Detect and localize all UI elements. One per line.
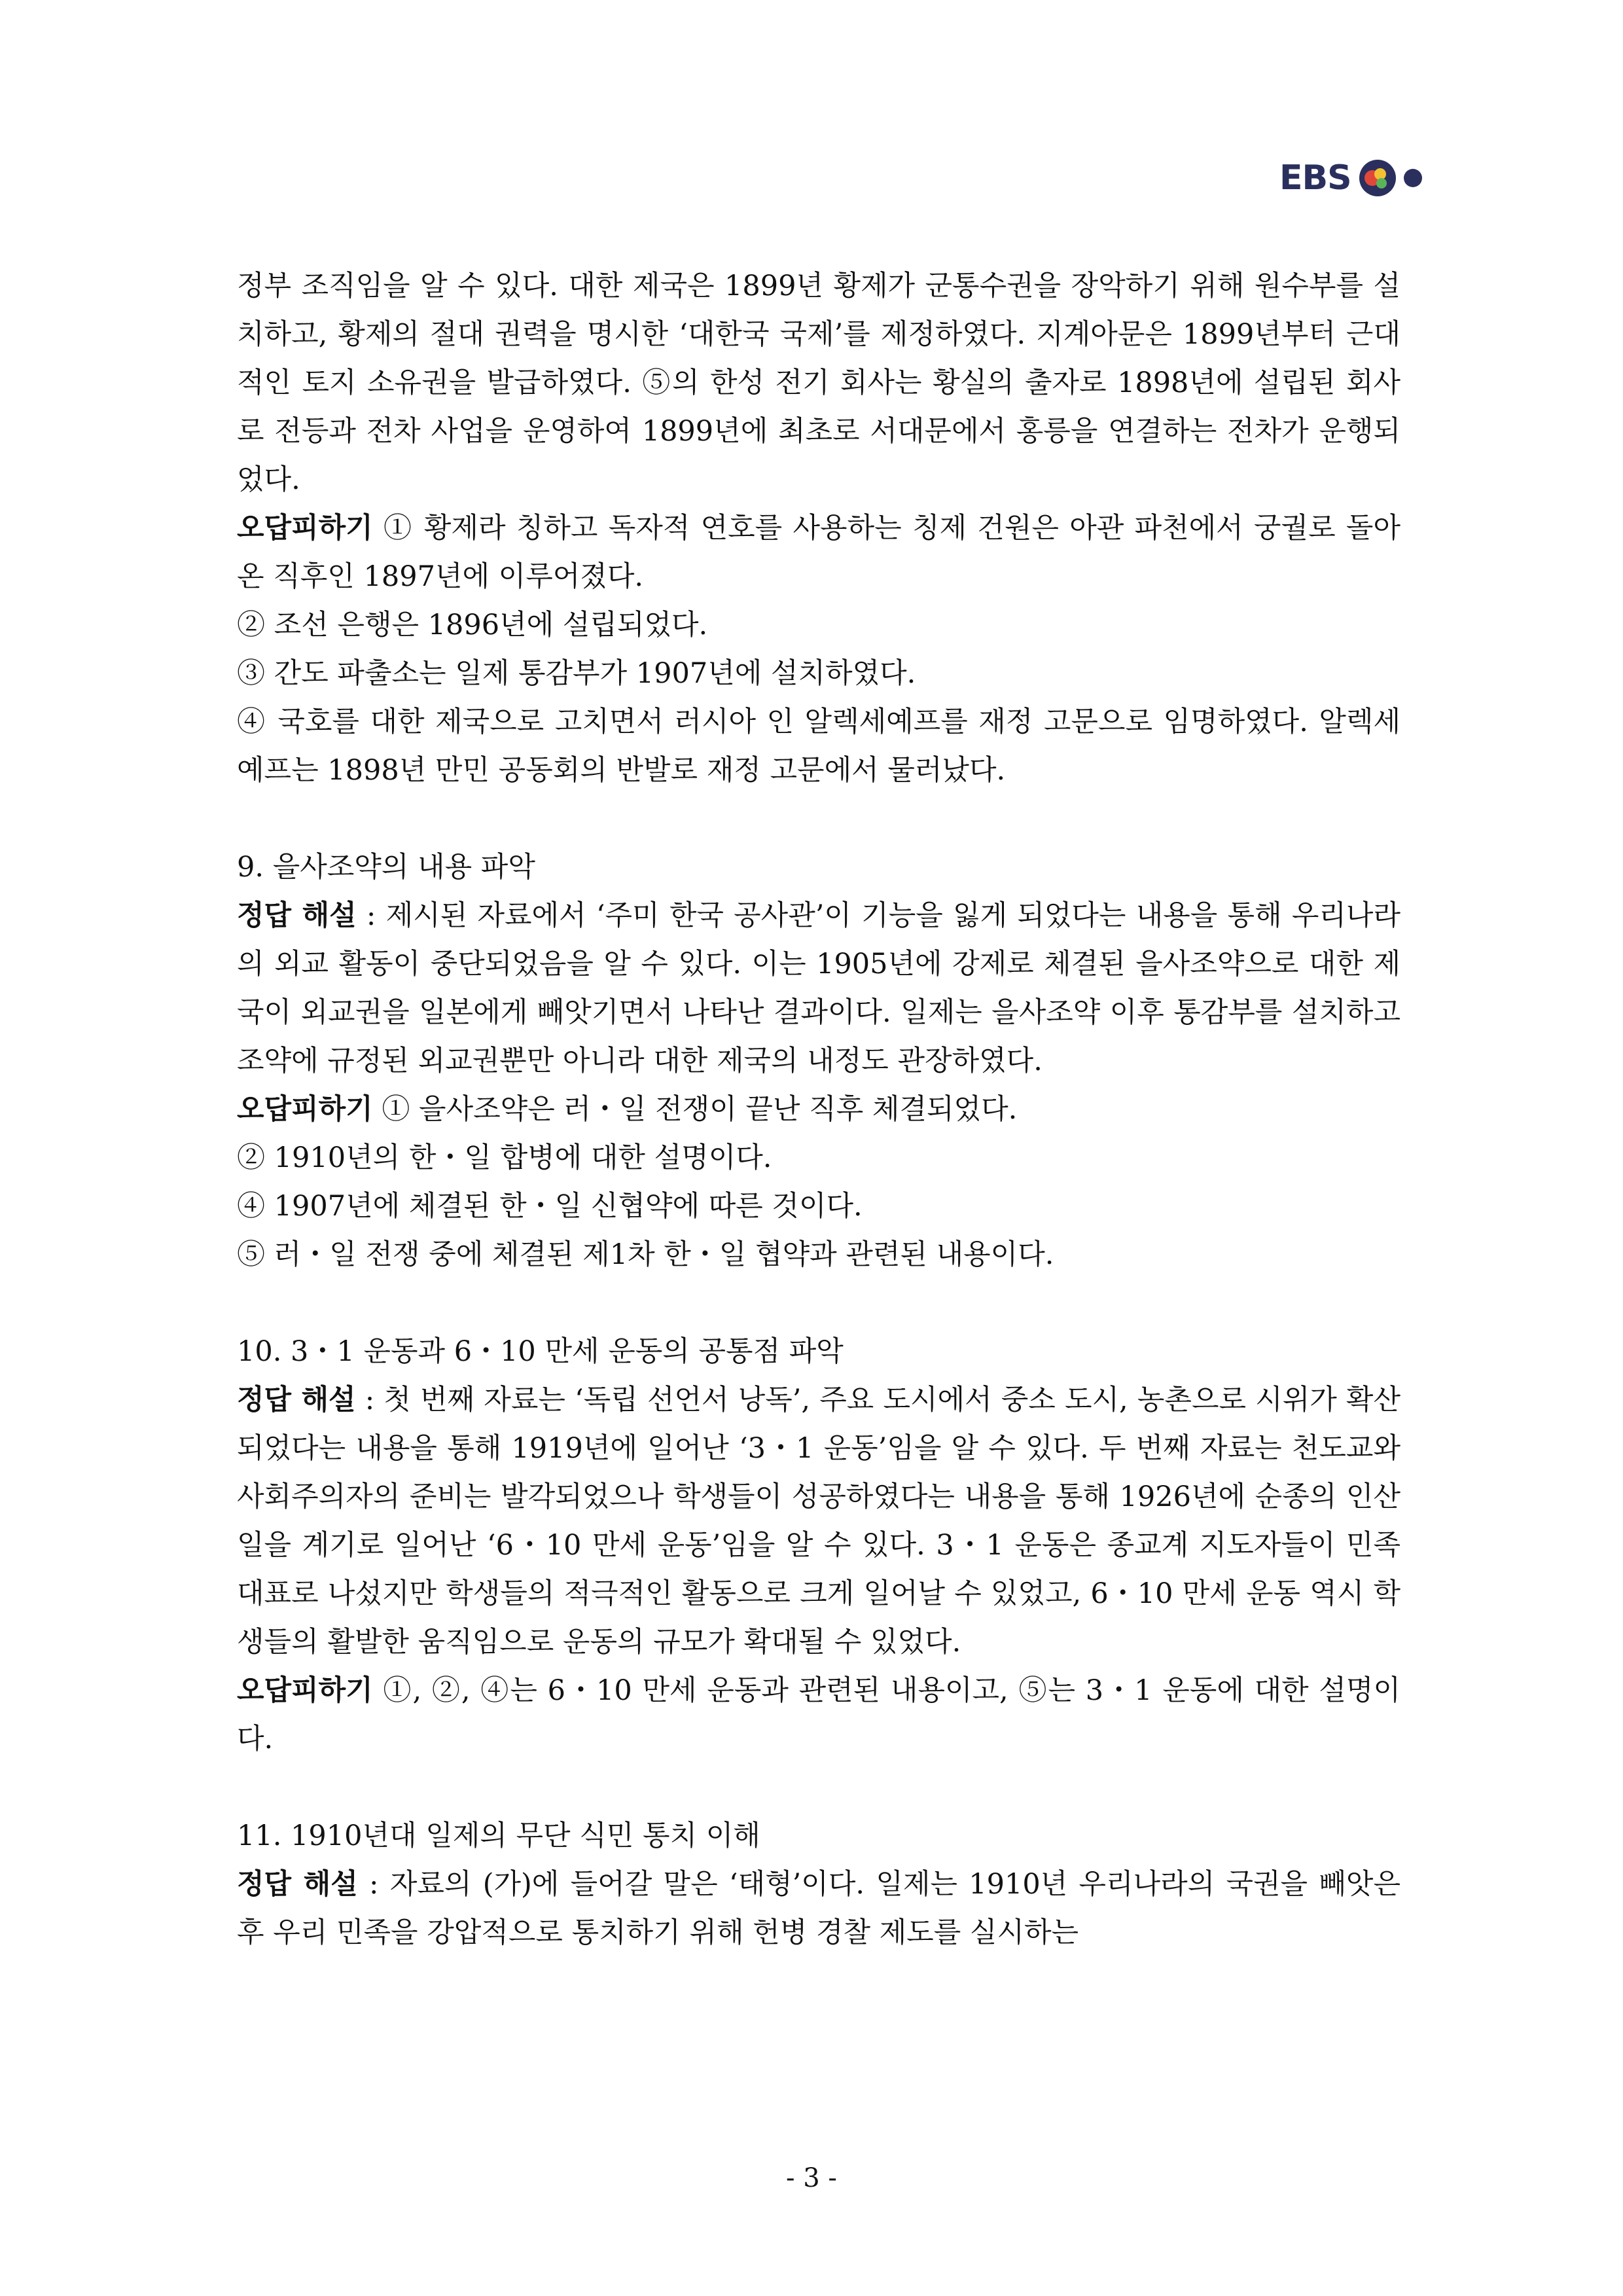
q10-answer — [237, 1376, 1400, 1666]
answer-label: 정답 해설 — [237, 1868, 358, 1901]
wrong-item: ① 을사조약은 러・일 전쟁이 끝난 직후 체결되었다. — [372, 1093, 1018, 1126]
answer-text: : 자료의 (가)에 들어갈 말은 ‘태형’이다. 일제는 1910년 우리나라의 국권을 빼앗은 후 우리 민족을 강압적으로 통치하기 위해 헌병 경찰 제도를 실시하는 — [237, 1868, 1400, 1949]
q9-answer — [237, 891, 1400, 1085]
ebs-logo-mark-icon — [1357, 157, 1440, 199]
q9-wrong-first — [237, 1085, 1400, 1134]
answer-text: : 첫 번째 자료는 ‘독립 선언서 낭독’, 주요 도시에서 중소 도시, 농촌으로 시위가 확산되었다는 내용을 통해 1919년에 일어난 ‘3・1 운동’임을 알 수 있다. 두 번째 자료는 천도교와 사회주의자의 준비는 발각되었으나 학생들이 성공하였다는 내용을 통해 1926년에 순종의 인산일을 계기로 일어난 ‘6・10 만세 운동’임을 알 수 있다. 3・1 운동은 종교계 지도자들이 민족 대표로 나섰지만 학생들의 적극적인 활동으로 크게 일어날 수 있었고, 6・10 만세 운동 역시 학생들의 활발한 움직임으로 운동의 규모가 확대될 수 있었다. — [237, 1384, 1400, 1659]
wrong-item: ② 1910년의 한・일 합병에 대한 설명이다. — [237, 1141, 772, 1174]
answer-text: : 제시된 자료에서 ‘주미 한국 공사관’이 기능을 잃게 되었다는 내용을 통해 우리나라의 외교 활동이 중단되었음을 알 수 있다. 이는 1905년에 강제로 체결된 을사조약으로 대한 제국이 외교권을 일본에게 빼앗기면서 나타난 결과이다. 일제는 을사조약 이후 통감부를 설치하고 조약에 규정된 외교권뿐만 아니라 대한 제국의 내정도 관장하였다. — [237, 899, 1400, 1077]
wrong-label: 오답피하기 — [237, 512, 373, 545]
q10-wrong — [237, 1666, 1400, 1763]
wrong-item: ③ 간도 파출소는 일제 통감부가 1907년에 설치하였다. — [237, 657, 916, 690]
wrong-item: ④ 1907년에 체결된 한・일 신협약에 따른 것이다. — [237, 1190, 863, 1223]
answer-label: 정답 해설 — [237, 899, 357, 932]
q10-title: 10. 3・1 운동과 6・10 만세 운동의 공통점 파악 — [237, 1335, 844, 1368]
wrong-label: 오답피하기 — [237, 1674, 373, 1707]
section-gap — [237, 1763, 1400, 1812]
wrong-item: ④ 국호를 대한 제국으로 고치면서 러시아 인 알렉세예프를 재정 고문으로 임명하였다. 알렉세예프는 1898년 만민 공동회의 반발로 재정 고문에서 물러났다. — [237, 706, 1400, 787]
ebs-logo — [1279, 157, 1440, 199]
q9-title: 9. 을사조약의 내용 파악 — [237, 851, 535, 884]
q11-title: 11. 1910년대 일제의 무단 식민 통치 이해 — [237, 1820, 760, 1852]
ebs-logo-text: EBS — [1279, 158, 1351, 198]
document-body — [237, 262, 1400, 1957]
wrong-item: ② 조선 은행은 1896년에 설립되었다. — [237, 609, 708, 641]
page-number: - 3 - — [786, 2163, 837, 2193]
q11-answer — [237, 1860, 1400, 1957]
wrong-label: 오답피하기 — [237, 1093, 373, 1126]
answer-label: 정답 해설 — [237, 1384, 356, 1416]
section-gap — [237, 795, 1400, 843]
wrong-item: ⑤ 러・일 전쟁 중에 체결된 제1차 한・일 협약과 관련된 내용이다. — [237, 1238, 1054, 1271]
section-gap — [237, 1279, 1400, 1327]
wrong-text: ①, ②, ④는 6・10 만세 운동과 관련된 내용이고, ⑤는 3・1 운동에 대한 설명이다. — [237, 1674, 1400, 1755]
intro-paragraph: 정부 조직임을 알 수 있다. 대한 제국은 1899년 황제가 군통수권을 장악하기 위해 원수부를 설치하고, 황제의 절대 권력을 명시한 ‘대한국 국제’를 제정하였다. 지계아문은 1899년부터 근대적인 토지 소유권을 발급하였다. ⑤의 한성 전기 회사는 황실의 출자로 1898년에 설립된 회사로 전등과 전차 사업을 운영하여 1899년에 최초로 서대문에서 홍릉을 연결하는 전차가 운행되었다. — [237, 270, 1400, 496]
wrong-item: ① 황제라 칭하고 독자적 연호를 사용하는 칭제 건원은 아관 파천에서 궁궐로 돌아온 직후인 1897년에 이루어졌다. — [237, 512, 1400, 593]
intro-wrong-first — [237, 504, 1400, 601]
